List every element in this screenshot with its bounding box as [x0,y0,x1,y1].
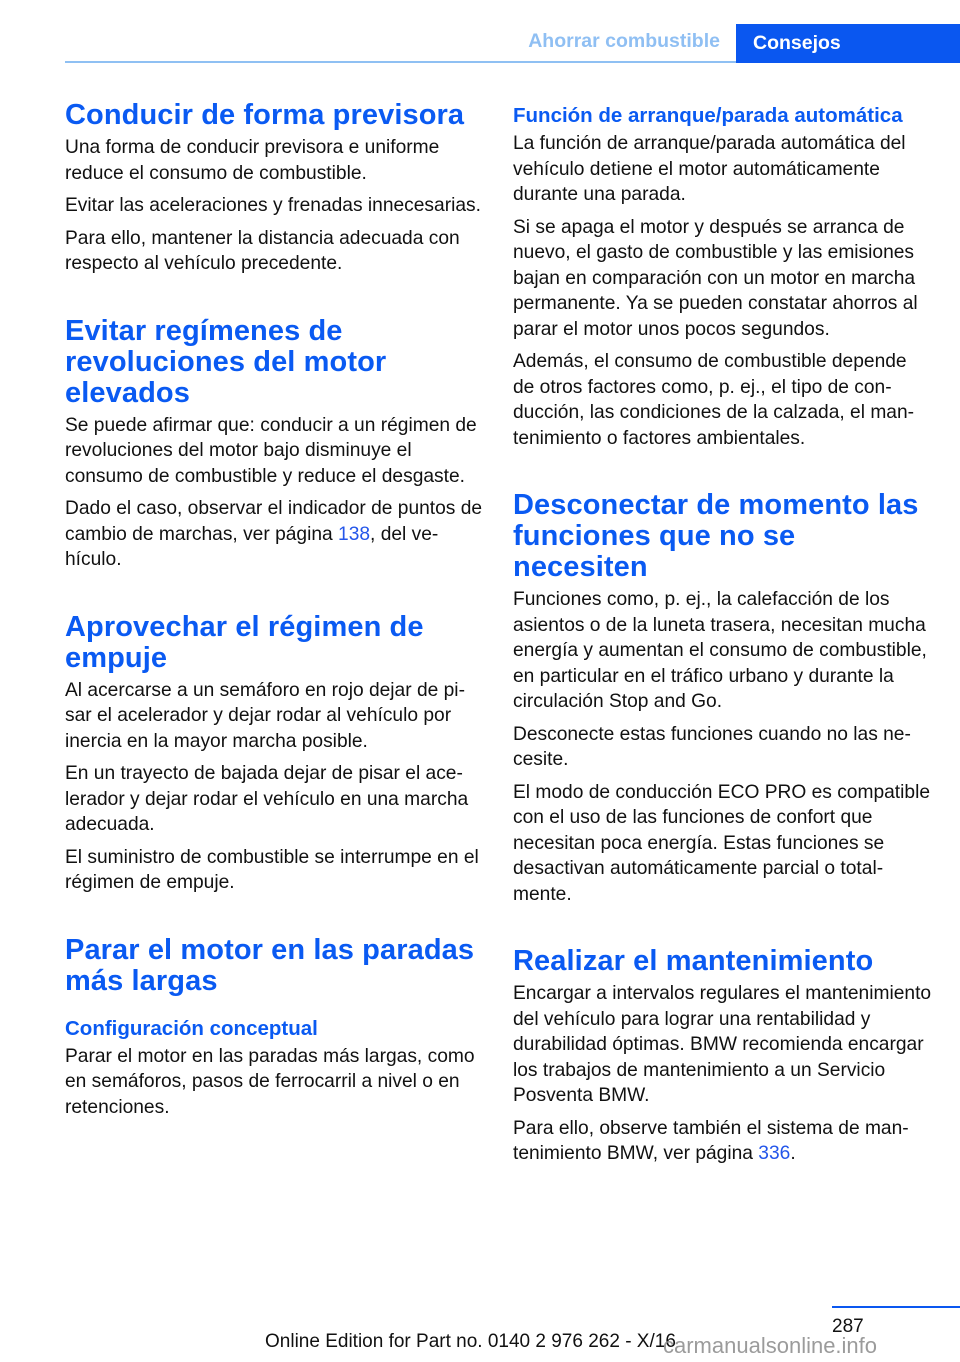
section-mantenimiento [513,946,933,1167]
section-title: Parar el motor en las paradas más largas [65,933,475,997]
watermark: carmanualsonline.info [663,1333,878,1358]
paragraph: Se puede afirmar que: conducir a un régimen de revoluciones del motor bajo disminuye el consumo de combustible y reduce el desgaste. [65,414,477,487]
section-evitar-regimenes [65,316,483,573]
footer-edition-text: Online Edition for Part no. 0140 2 976 262 - X/16 [265,1331,676,1352]
paragraph: Además, el consumo de combustible depende de otros factores como, p. ej., el tipo de conducción, las condiciones de la calzada, el mantenimiento o factores ambientales. [513,351,915,449]
subsection-title: Función de arranque/parada automática [513,104,903,127]
section-title: Realizar el mantenimiento [513,945,874,977]
subsection-title: Configuración conceptual [65,1016,318,1040]
footer-rule [832,1306,960,1308]
paragraph: Parar el motor en las paradas más largas, como en semáforos, pasos de ferrocarril a nivel o en retenciones. [65,1045,475,1118]
paragraph: Funciones como, p. ej., la calefacción de los asientos o de la luneta trasera, necesitan mucha energía y aumentan el consumo de combustible, en particular en el tráfico urbano y durante la circulación Stop and Go. [513,589,927,712]
paragraph: Para ello, mantener la distancia adecuada con respecto al vehículo precedente. [65,227,460,274]
header-chapter-tab: Consejos [736,24,960,63]
paragraph: En un trayecto de bajada dejar de pisar el acelerador y dejar rodar el vehículo en una marcha adecuada. [65,763,469,835]
left-column [65,100,483,1127]
spacer [513,914,933,946]
paragraph-text: Para ello, observe también el sistema de mantenimiento BMW, ver página [513,1117,909,1164]
section-title: Conducir de forma previsora [65,99,465,131]
spacer [513,458,933,490]
page-link-336[interactable]: 336 [758,1143,791,1164]
paragraph-text: . [790,1143,796,1164]
header-section-label: Ahorrar combustible [528,30,720,52]
section-title: Aprovechar el régimen de empuje [65,610,424,674]
section-desconectar-funciones [513,490,933,907]
section-title: Desconectar de momento las funciones que no se necesiten [513,489,919,583]
paragraph: Una forma de conducir previsora e uniforme reduce el consumo de combustible. [65,137,440,184]
paragraph: Encargar a intervalos regulares el mantenimiento del vehículo para lograr una rentabilidad y durabilidad óptimas. BMW recomienda encargar los trabajos de mantenimiento a un Servicio Posventa BMW. [513,983,932,1106]
spacer [65,580,483,612]
spacer [65,284,483,316]
header-rule [65,61,736,63]
paragraph-text: , del vehículo. [65,523,439,570]
section-conducir-previsora [65,100,483,277]
section-title: Evitar regímenes de revoluciones del motor elevados [65,314,387,409]
paragraph-with-link [65,496,483,573]
paragraph-text: Dado el caso, observar el indicador de puntos de cambio de marchas, ver página [65,498,483,545]
paragraph: Al acercarse a un semáforo en rojo dejar de pisar el acelerador y dejar rodar al vehículo por inercia en la mayor marcha posible. [65,679,465,752]
page-number: 287 [832,1316,864,1337]
right-column [513,104,933,1174]
paragraph: Si se apaga el motor y después se arranca de nuevo, el gasto de combustible y las emisiones bajan en comparación con un motor en marcha permanente. Ya se pueden constatar ahorros al parar el motor unos pocos segundos. [513,216,918,340]
paragraph: El modo de conducción ECO PRO es compatible con el uso de las funciones de confort que necesitan poca energía. Estas funciones se desactivan automáticamente parcial o totalmente. [513,781,931,905]
section-regimen-empuje [65,612,483,896]
paragraph: Evitar las aceleraciones y frenadas innecesarias. [65,195,481,216]
section-parar-motor [65,935,483,1121]
section-arranque-parada [513,104,933,451]
paragraph: Desconecte estas funciones cuando no las necesite. [513,723,911,770]
page-link-138[interactable]: 138 [338,523,371,545]
paragraph-with-link [513,1116,933,1167]
spacer [65,903,483,935]
paragraph: La función de arranque/parada automática del vehículo detiene el motor automáticamente durante una parada. [513,133,906,205]
paragraph: El suministro de combustible se interrumpe en el régimen de empuje. [65,846,479,893]
